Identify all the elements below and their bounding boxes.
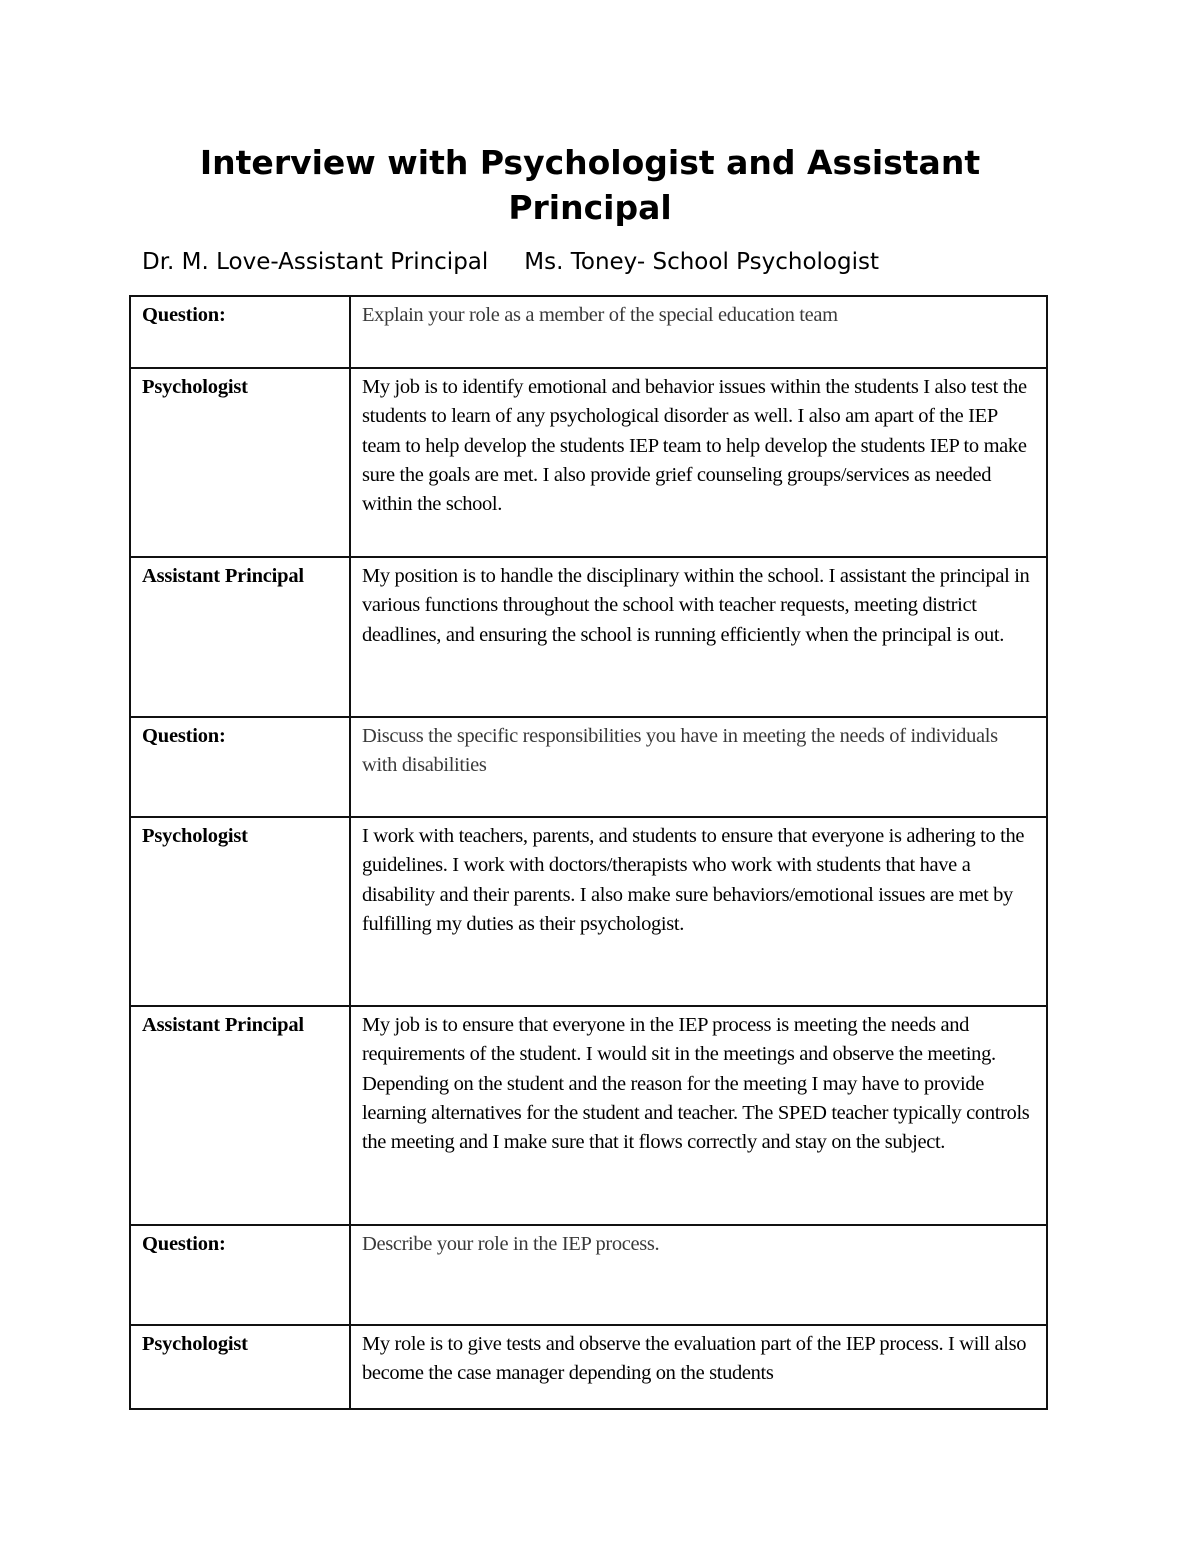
question-text: Explain your role as a member of the special education team	[350, 296, 1047, 368]
table-row	[130, 557, 1047, 717]
question-text: Describe your role in the IEP process.	[350, 1225, 1047, 1325]
table-row	[130, 1325, 1047, 1409]
row-label: Assistant Principal	[130, 557, 350, 717]
answer-text: My job is to identify emotional and behavior issues within the students I also test the students to learn of any psychological disorder as well. I also am apart of the IEP team to help develop the students IEP team to help develop the students IEP to make sure the goals are met. I also provide grief counseling groups/services as needed within the school.	[350, 368, 1047, 557]
psychologist-name: Ms. Toney- School Psychologist	[524, 249, 879, 275]
answer-text: I work with teachers, parents, and students to ensure that everyone is adhering to the guidelines. I work with doctors/therapists who work with students that have a disability and their parents. I also make sure behaviors/emotional issues are met by fulfilling my duties as their psychologist.	[350, 817, 1047, 1006]
row-label: Psychologist	[130, 368, 350, 557]
row-label: Psychologist	[130, 1325, 350, 1409]
table-row	[130, 368, 1047, 557]
row-label: Psychologist	[130, 817, 350, 1006]
answer-text: My position is to handle the disciplinary within the school. I assistant the principal in various functions throughout the school with teacher requests, meeting district deadlines, and ensuring the school is running efficiently when the principal is out.	[350, 557, 1047, 717]
row-label: Question:	[130, 296, 350, 368]
table-row	[130, 1225, 1047, 1325]
table-row	[130, 296, 1047, 368]
row-label: Question:	[130, 717, 350, 817]
interview-table	[129, 295, 1048, 1410]
interviewees-line	[142, 246, 879, 278]
question-text: Discuss the specific responsibilities you have in meeting the needs of individuals with disabilities	[350, 717, 1047, 817]
row-label: Assistant Principal	[130, 1006, 350, 1225]
interview-table-body	[130, 296, 1047, 1409]
document-title: Interview with Psychologist and Assistant Principal	[199, 143, 981, 227]
row-label: Question:	[130, 1225, 350, 1325]
answer-text: My job is to ensure that everyone in the IEP process is meeting the needs and requirements of the student. I would sit in the meetings and observe the meeting. Depending on the student and the reason for the meeting I may have to provide learning alternatives for the student and teacher. The SPED teacher typically controls the meeting and I make sure that it flows correctly and stay on the subject.	[350, 1006, 1047, 1225]
answer-text: My role is to give tests and observe the evaluation part of the IEP process. I will also become the case manager depending on the students	[350, 1325, 1047, 1409]
table-row	[130, 717, 1047, 817]
table-row	[130, 1006, 1047, 1225]
assistant-principal-name: Dr. M. Love-Assistant Principal	[142, 249, 489, 275]
table-row	[130, 817, 1047, 1006]
